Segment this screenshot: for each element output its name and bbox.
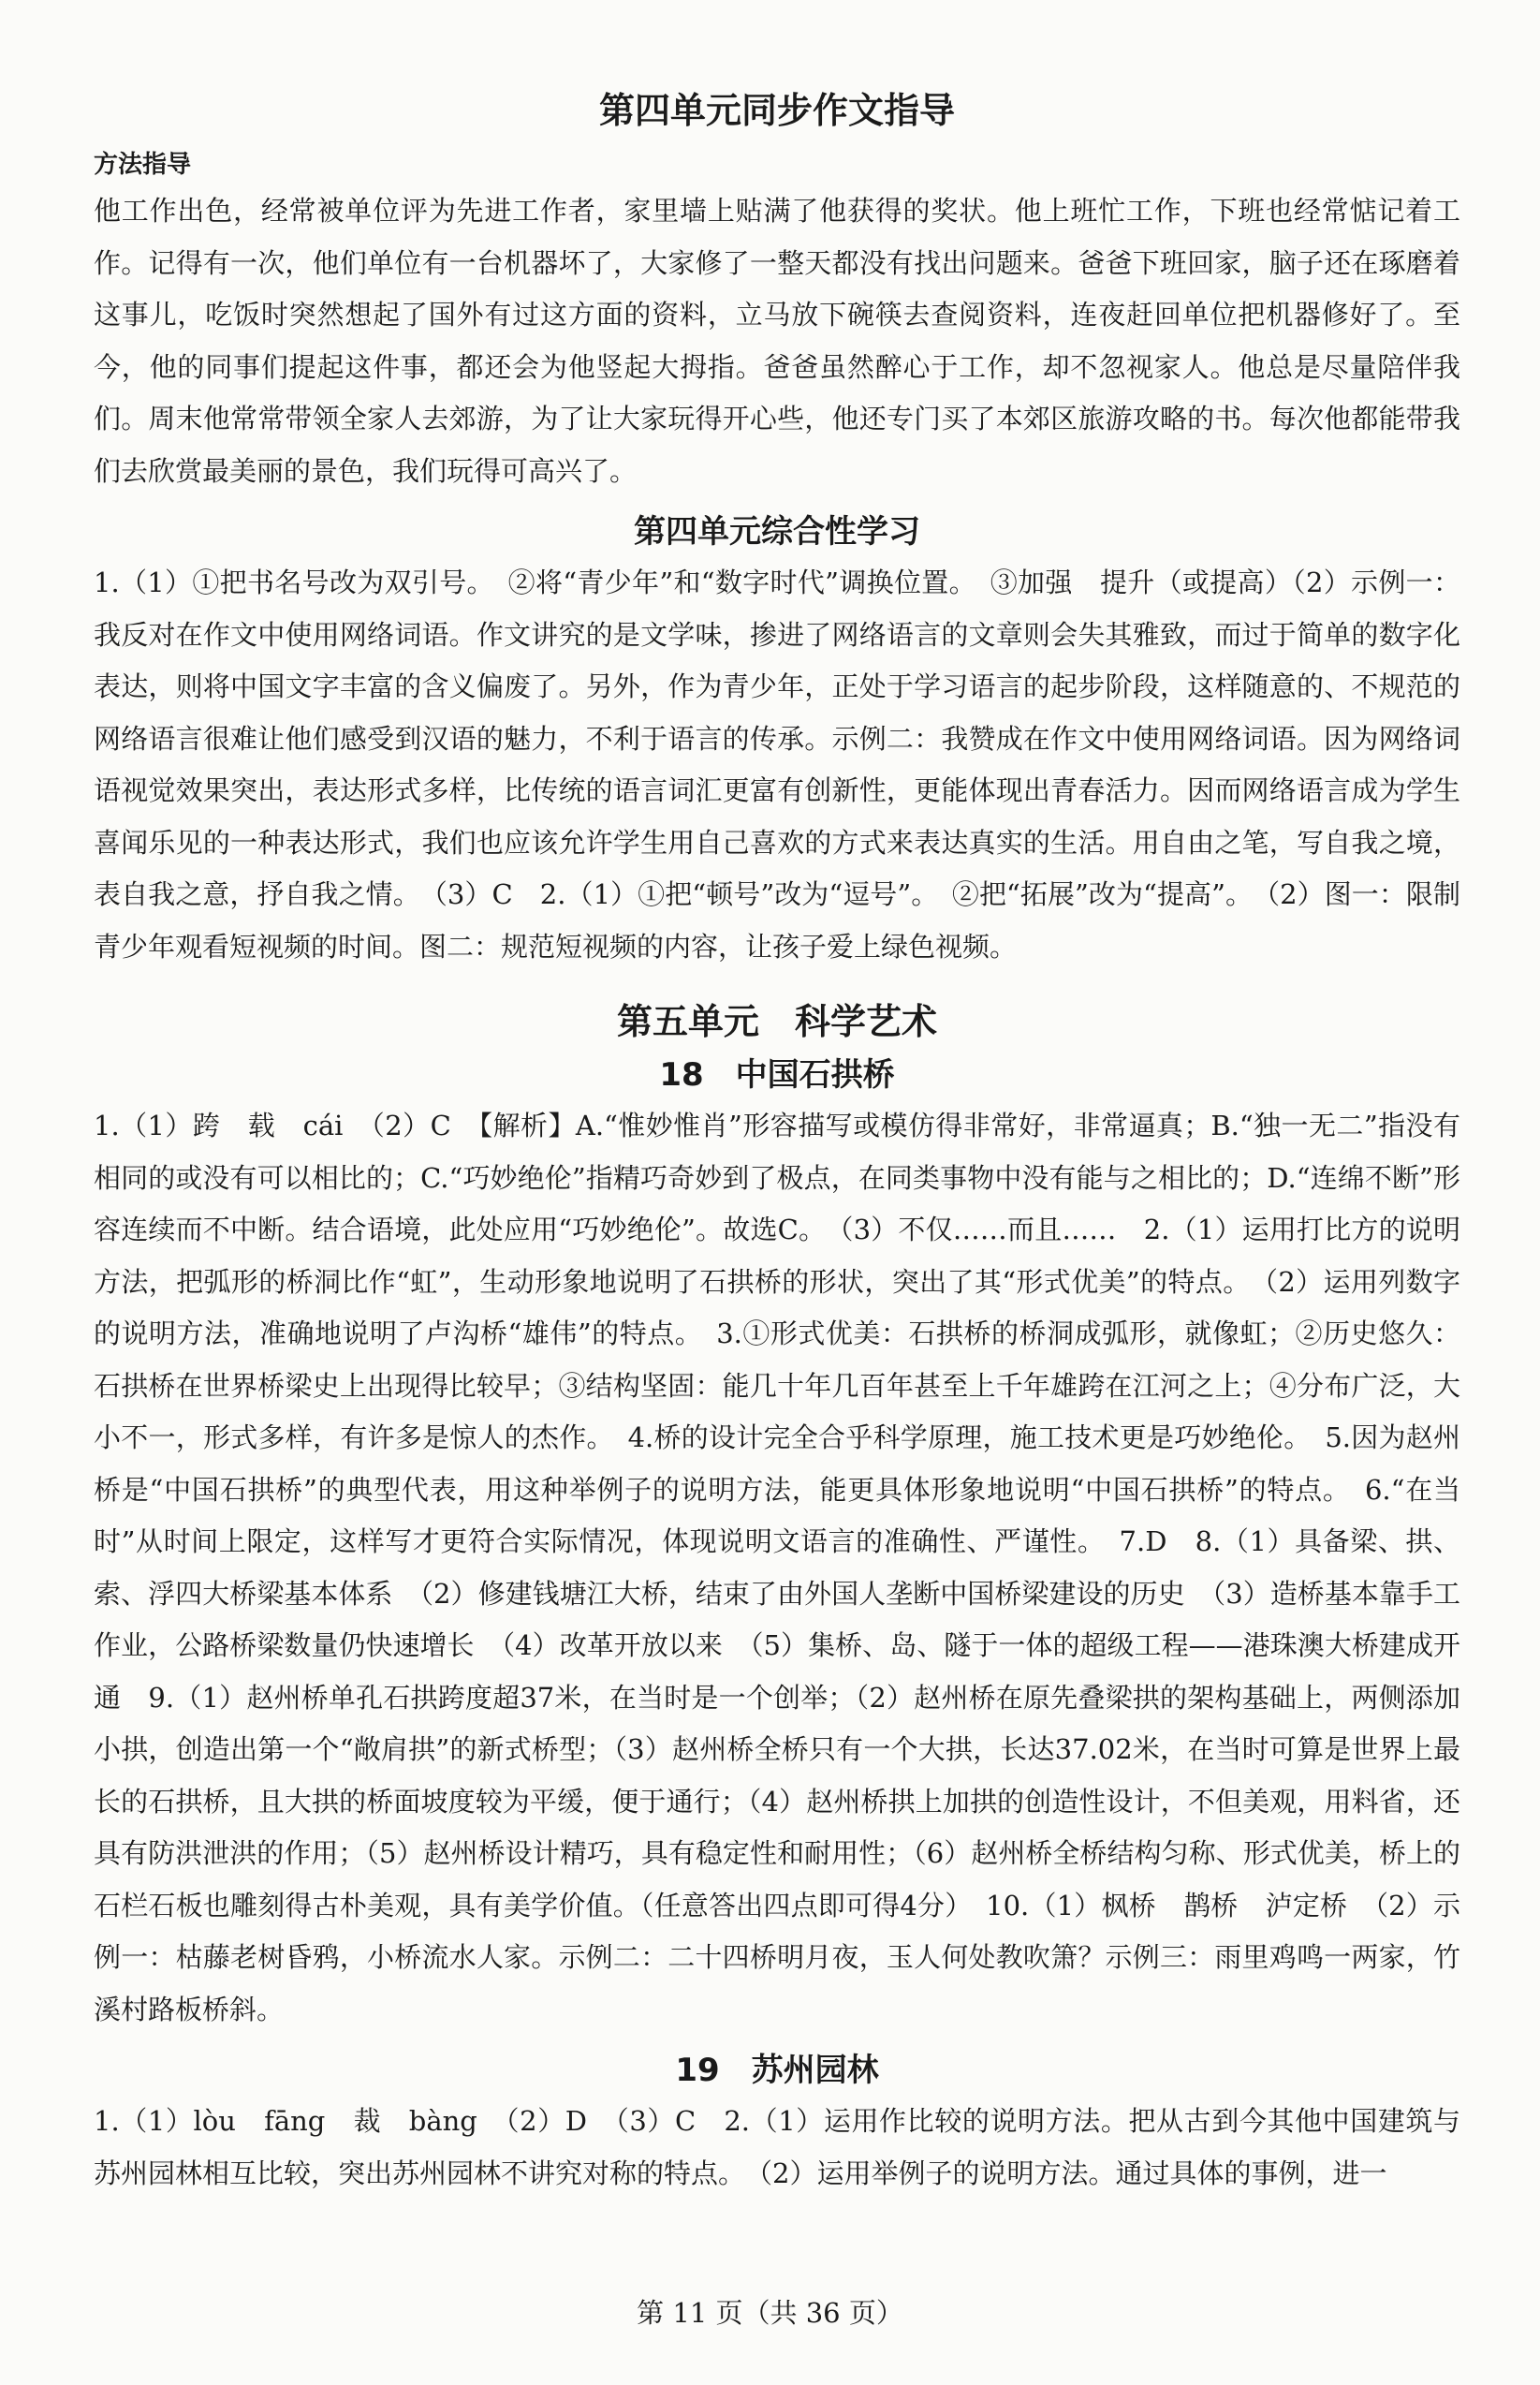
- unit4-comprehensive-title: 第四单元综合性学习: [634, 513, 920, 551]
- unit4-writing-title: 第四单元同步作文指导: [598, 90, 955, 131]
- unit4-comprehensive-section: [94, 507, 1460, 973]
- unit4-comprehensive-body: 1.（1）①把书名号改为双引号。 ②将“青少年”和“数字时代”调换位置。 ③加强 提升（或提高）（2）示例一：我反对在作文中使用网络词语。作文讲究的是文学味，掺进了网络语言的文章则会失其雅致，而过于简单的数字化表达，则将中国文字丰富的含义偏废了。另外，作为青少年，正处于学习语言的起步阶段，这样随意的、不规范的网络语言很难让他们感受到汉语的魅力，不利于语言的传承。示例二：我赞成在作文中使用网络词语。因为网络词语视觉效果突出，表达形式多样，比传统的语言词汇更富有创新性，更能体现出青春活力。因而网络语言成为学生喜闻乐见的一种表达形式，我们也应该允许学生用自己喜欢的方式来表达真实的生活。用自由之笔，写自我之境，表自我之意，抒自我之情。 （3）C 2.（1）①把“顿号”改为“逗号”。 ②把“拓展”改为“提高”。 （2）图一：限制青少年观看短视频的时间。图二：规范短视频的内容，让孩子爱上绿色视频。: [94, 567, 1460, 963]
- method-guide-heading: 方法指导: [94, 151, 192, 179]
- lesson19-title: 19 苏州园林: [675, 2052, 879, 2089]
- unit4-writing-section: [94, 84, 1460, 497]
- page-content: [94, 84, 1460, 2200]
- lesson18-body: 1.（1）跨 载 cái （2）C 【解析】A.“惟妙惟肖”形容描写或模仿得非常好，非常逼真；B.“独一无二”指没有相同的或没有可以相比的；C.“巧妙绝伦”指精巧奇妙到了极点，在同类事物中没有能与之相比的；D.“连绵不断”形容连续而不中断。结合语境，此处应用“巧妙绝伦”。故选C。 （3）不仅……而且…… 2.（1）运用打比方的说明方法，把弧形的桥洞比作“虹”，生动形象地说明了石拱桥的形状，突出了其“形式优美”的特点。 （2）运用列数字的说明方法，准确地说明了卢沟桥“雄伟”的特点。 3.①形式优美：石拱桥的桥洞成弧形，就像虹；②历史悠久：石拱桥在世界桥梁史上出现得比较早；③结构坚固：能几十年几百年甚至上千年雄跨在江河之上；④分布广泛，大小不一，形式多样，有许多是惊人的杰作。 4.桥的设计完全合乎科学原理，施工技术更是巧妙绝伦。 5.因为赵州桥是“中国石拱桥”的典型代表，用这种举例子的说明方法，能更具体形象地说明“中国石拱桥”的特点。 6.“在当时”从时间上限定，这样写才更符合实际情况，体现说明文语言的准确性、严谨性。 7.D 8.（1）具备梁、拱、索、浮四大桥梁基本体系 （2）修建钱塘江大桥，结束了由外国人垄断中国桥梁建设的历史 （3）造桥基本靠手工作业，公路桥梁数量仍快速增长 （4）改革开放以来 （5）集桥、岛、隧于一体的超级工程——港珠澳大桥建成开通 9.（1）赵州桥单孔石拱跨度超37米，在当时是一个创举；（2）赵州桥在原先叠梁拱的架构基础上，两侧添加小拱，创造出第一个“敞肩拱”的新式桥型；（3）赵州桥全桥只有一个大拱，长达37.02米，在当时可算是世界上最长的石拱桥，且大拱的桥面坡度较为平缓，便于通行；（4）赵州桥拱上加拱的创造性设计，不但美观，用料省，还具有防洪泄洪的作用；（5）赵州桥设计精巧，具有稳定性和耐用性；（6）赵州桥全桥结构匀称、形式优美，桥上的石栏石板也雕刻得古朴美观，具有美学价值。（任意答出四点即可得4分） 10.（1）枫桥 鹊桥 泸定桥 （2）示例一：枯藤老树昏鸦，小桥流水人家。示例二：二十四桥明月夜，玉人何处教吹箫？示例三：雨里鸡鸣一两家，竹溪村路板桥斜。: [94, 1110, 1460, 2025]
- lesson18-title: 18 中国石拱桥: [659, 1056, 895, 1094]
- unit5-title: 第五单元 科学艺术: [616, 1001, 937, 1042]
- unit5-section: [94, 995, 1460, 2200]
- lesson19-body: 1.（1）lòu fāng 裁 bàng （2）D （3）C 2.（1）运用作比较的说明方法。把从古到今其他中国建筑与苏州园林相互比较，突出苏州园林不讲究对称的特点。 （2）运用举例子的说明方法。通过具体的事例，进一: [94, 2105, 1460, 2189]
- page-footer: 第 11 页（共 36 页）: [637, 2297, 903, 2329]
- unit4-writing-body: 他工作出色，经常被单位评为先进工作者，家里墙上贴满了他获得的奖状。他上班忙工作，下班也经常惦记着工作。记得有一次，他们单位有一台机器坏了，大家修了一整天都没有找出问题来。爸爸下班回家，脑子还在琢磨着这事儿，吃饭时突然想起了国外有过这方面的资料，立马放下碗筷去查阅资料，连夜赶回单位把机器修好了。至今，他的同事们提起这件事，都还会为他竖起大拇指。爸爸虽然醉心于工作，却不忽视家人。他总是尽量陪伴我们。周末他常常带领全家人去郊游，为了让大家玩得开心些，他还专门买了本郊区旅游攻略的书。每次他都能带我们去欣赏最美丽的景色，我们玩得可高兴了。: [94, 195, 1460, 487]
